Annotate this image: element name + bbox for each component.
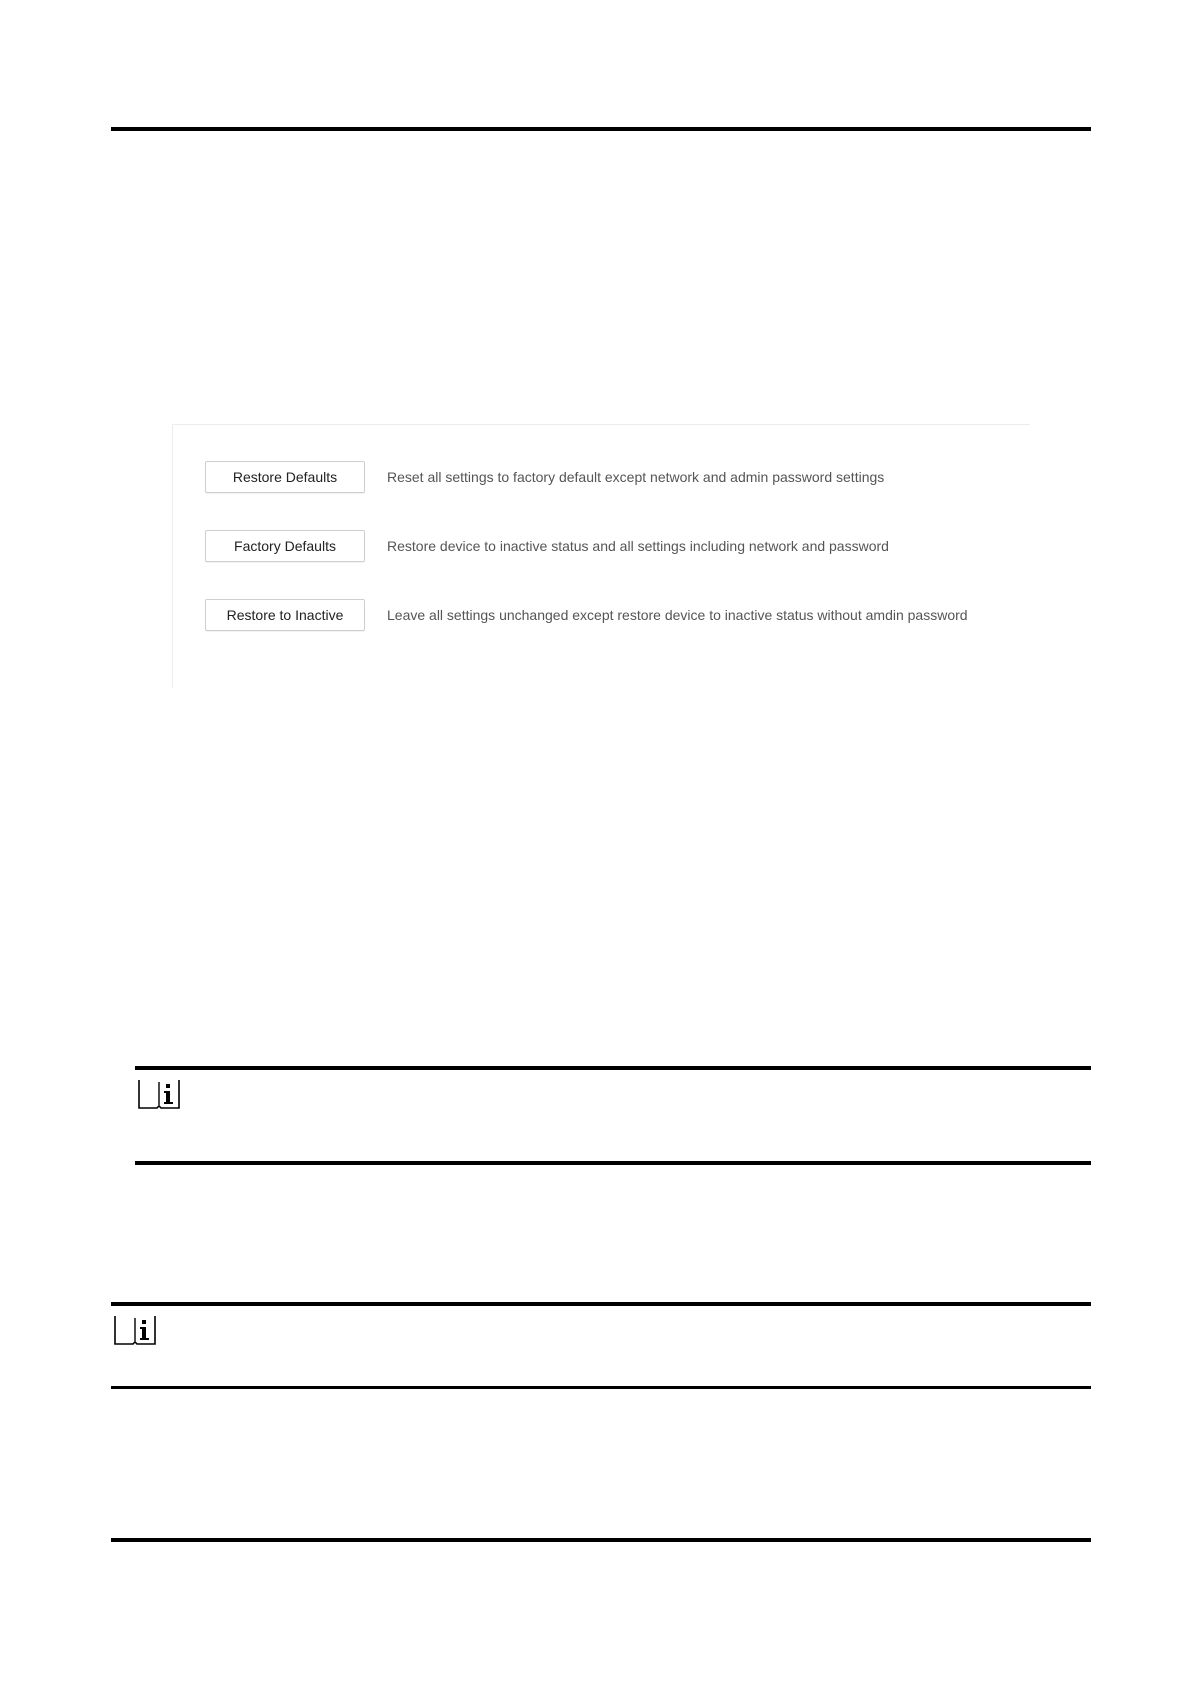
restore-to-inactive-description: Leave all settings unchanged except restore device to inactive status without amdin password (387, 607, 968, 623)
restore-to-inactive-button[interactable]: Restore to Inactive (205, 599, 365, 631)
note-book-icon (113, 1314, 157, 1346)
header-rule (111, 127, 1091, 131)
note-book-icon (137, 1078, 181, 1110)
restore-defaults-row (205, 461, 884, 493)
note-1-bottom-rule (135, 1161, 1091, 1165)
footer-rule (111, 1538, 1091, 1542)
note-2-bottom-rule (111, 1386, 1091, 1389)
restore-defaults-description: Reset all settings to factory default except network and admin password settings (387, 469, 885, 485)
restore-to-inactive-row (205, 599, 968, 631)
factory-defaults-button[interactable]: Factory Defaults (205, 530, 365, 562)
restore-defaults-button[interactable]: Restore Defaults (205, 461, 365, 493)
restore-settings-panel (172, 424, 1030, 688)
factory-defaults-description: Restore device to inactive status and all settings including network and password (387, 538, 889, 554)
note-2-top-rule (111, 1302, 1091, 1306)
factory-defaults-row (205, 530, 889, 562)
note-1-top-rule (135, 1066, 1091, 1070)
